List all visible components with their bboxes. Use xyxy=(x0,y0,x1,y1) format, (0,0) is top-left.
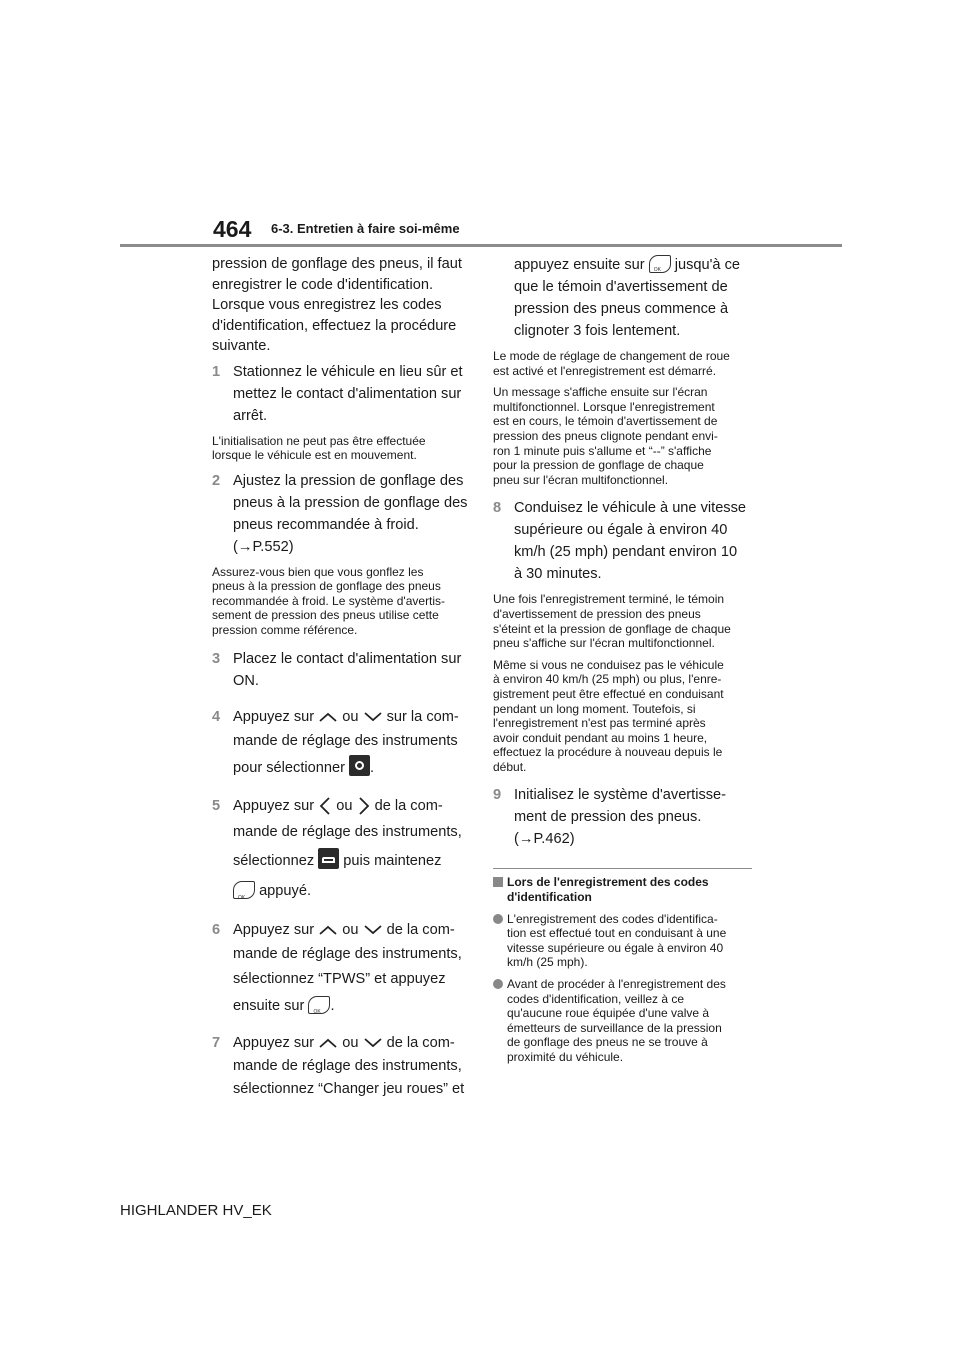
step-text: ensuite sur xyxy=(233,998,305,1015)
note-line: est activé et l'enregistrement est démarré. xyxy=(493,363,717,378)
ok-button-icon xyxy=(649,255,671,273)
step-line: mande de réglage des instruments, xyxy=(233,1057,462,1074)
step-number: 3 xyxy=(212,650,221,667)
step-text: ou xyxy=(342,921,359,938)
bullet-line: qu'aucune roue équipée d'une valve à xyxy=(507,1006,710,1021)
note-line: pression comme référence. xyxy=(212,623,358,638)
note-line: Le mode de réglage de changement de roue xyxy=(493,349,730,363)
step-3 xyxy=(212,648,468,692)
model-footer: HIGHLANDER HV_EK xyxy=(120,1202,272,1219)
step-text: pour sélectionner xyxy=(233,759,345,776)
step-line: supérieure ou égale à environ 40 xyxy=(514,522,728,539)
step-text: sur la com- xyxy=(386,708,459,725)
bullet-line: vitesse supérieure ou égale à environ 40 xyxy=(507,940,724,955)
step-text: de la com- xyxy=(386,1034,455,1051)
intro-line: pression de gonflage des pneus, il faut xyxy=(212,256,462,272)
step-line: mettez le contact d'alimentation sur xyxy=(233,385,462,402)
step-7 xyxy=(212,1032,468,1101)
step-line: Stationnez le véhicule en lieu sûr et xyxy=(233,363,463,380)
note-line: ron 1 minute puis s'allume et “--” s'affiche xyxy=(493,443,712,458)
step-text: Appuyez sur xyxy=(233,797,315,814)
step-line: sélectionnez “Changer jeu roues” et xyxy=(233,1080,465,1097)
bullet-dot-icon xyxy=(493,914,503,924)
chevron-down-icon xyxy=(363,1037,383,1049)
step-text: jusqu'à ce xyxy=(674,257,741,273)
note-line: multifonctionnel. Lorsque l'enregistrement xyxy=(493,399,715,414)
note-line: pendant un long moment. Toutefois, si xyxy=(493,701,696,716)
note-line: pneu s'affiche sur l'écran multifonctionnel. xyxy=(493,636,715,651)
note-line: l'enregistrement n'est pas terminé après xyxy=(493,716,706,731)
heading-line: Lors de l'enregistrement des codes xyxy=(507,875,709,890)
note-line: Un message s'affiche ensuite sur l'écran xyxy=(493,385,708,400)
step-number: 1 xyxy=(212,363,221,380)
step-line: Ajustez la pression de gonflage des xyxy=(233,472,464,489)
page-number: 464 xyxy=(213,216,252,242)
intro-line: d'identification, effectuez la procédure xyxy=(212,317,457,334)
bullet-line: km/h (25 mph). xyxy=(507,955,588,970)
note-line: pneus à la pression de gonflage des pneus xyxy=(212,579,441,594)
bullet-line: codes d'identification, veillez à ce xyxy=(507,991,685,1006)
step-line: à 30 minutes. xyxy=(514,566,602,583)
note-4 xyxy=(493,385,749,487)
note-line: gistrement peut être effectué en conduisant xyxy=(493,686,724,701)
bullet-line: proximité du véhicule. xyxy=(507,1050,624,1064)
bullet-line: L'enregistrement des codes d'identifica- xyxy=(507,911,718,926)
note-line: avoir conduit pendant au moins 1 heure, xyxy=(493,730,708,745)
step-line: clignoter 3 fois lentement. xyxy=(514,323,681,339)
step-text: de la com- xyxy=(374,797,443,814)
note-line: est en cours, le témoin d'avertissement de xyxy=(493,414,718,429)
chevron-up-icon xyxy=(318,1037,338,1049)
step-text: appuyez ensuite sur xyxy=(514,257,645,273)
note-line: d'avertissement de pression des pneus xyxy=(493,606,701,621)
chevron-left-icon xyxy=(318,796,332,816)
step-line: mande de réglage des instruments, xyxy=(233,824,462,841)
step-line: que le témoin d'avertissement de xyxy=(514,279,728,295)
square-marker-icon xyxy=(493,877,503,887)
chevron-down-icon xyxy=(363,711,383,723)
step-text: Appuyez sur xyxy=(233,1034,315,1051)
ok-button-icon xyxy=(308,996,330,1014)
chevron-right-icon xyxy=(357,796,371,816)
step-text: puis maintenez xyxy=(343,852,442,869)
right-column xyxy=(493,254,749,1065)
note-line: sement de pression des pneus utilise cette xyxy=(212,608,439,623)
step-line: arrêt. xyxy=(233,407,268,424)
note-2 xyxy=(212,565,468,638)
step-5 xyxy=(212,793,468,905)
page-reference-link[interactable]: (→P.552) xyxy=(233,538,294,555)
note-line: recommandée à froid. Le système d'avertis- xyxy=(212,593,446,608)
step-number: 8 xyxy=(493,500,502,517)
note-line: pression des pneus clignote pendant envi- xyxy=(493,428,718,443)
bullet-1 xyxy=(493,912,749,970)
settings-gear-icon xyxy=(349,755,370,776)
step-text: sélectionnez xyxy=(233,852,315,869)
note-line: lorsque le véhicule est en mouvement. xyxy=(212,448,417,463)
note-line: Assurez-vous bien que vous gonflez les xyxy=(212,564,424,579)
step-2 xyxy=(212,470,468,558)
step-line: pneus à la pression de gonflage des xyxy=(233,494,468,511)
step-text: ou xyxy=(342,708,359,725)
note-6 xyxy=(493,658,749,775)
step-1 xyxy=(212,361,468,427)
note-line: Même si vous ne conduisez pas le véhicule xyxy=(493,657,724,672)
bullet-line: Avant de procéder à l'enregistrement des xyxy=(507,977,726,992)
step-line: pneus recommandée à froid. xyxy=(233,516,419,533)
step-line: ON. xyxy=(233,672,259,689)
intro-line: enregistrer le code d'identification. xyxy=(212,276,434,293)
step-line: pression des pneus commence à xyxy=(514,301,729,317)
heading-line: d'identification xyxy=(507,890,592,905)
page-reference-link[interactable]: (→P.462) xyxy=(514,831,575,848)
step-line: Conduisez le véhicule à une vitesse xyxy=(514,500,747,517)
subsection-heading xyxy=(493,875,749,904)
chevron-up-icon xyxy=(318,711,338,723)
bullet-line: de gonflage des pneus ne se trouve à xyxy=(507,1035,708,1050)
bullet-line: tion est effectué tout en conduisant à une xyxy=(507,926,727,941)
step-6 xyxy=(212,918,468,1019)
step-text: Appuyez sur xyxy=(233,921,315,938)
left-column xyxy=(212,254,468,1101)
step-number: 5 xyxy=(212,797,221,814)
step-line: mande de réglage des instruments xyxy=(233,732,458,749)
step-number: 7 xyxy=(212,1034,221,1051)
step-4 xyxy=(212,705,468,780)
intro-line: suivante. xyxy=(212,338,271,354)
step-line: ment de pression des pneus. xyxy=(514,809,702,826)
intro-paragraph xyxy=(212,254,468,357)
step-text: ou xyxy=(336,797,353,814)
step-number: 2 xyxy=(212,472,221,489)
note-1 xyxy=(212,434,468,463)
step-text: Appuyez sur xyxy=(233,708,315,725)
note-line: L'initialisation ne peut pas être effectuée xyxy=(212,433,426,448)
step-line: km/h (25 mph) pendant environ 10 xyxy=(514,544,738,561)
chevron-up-icon xyxy=(318,924,338,936)
step-7-continued xyxy=(493,254,749,342)
step-number: 9 xyxy=(493,787,502,804)
note-line: à environ 40 km/h (25 mph) ou plus, l'enre- xyxy=(493,672,722,687)
note-line: s'éteint et la pression de gonflage de chaque xyxy=(493,621,731,636)
step-9 xyxy=(493,784,749,850)
step-text: . xyxy=(330,998,335,1015)
header-rule xyxy=(120,244,842,247)
step-line: sélectionnez “TPWS” et appuyez xyxy=(233,970,446,987)
note-3 xyxy=(493,349,749,378)
step-text: ou xyxy=(342,1034,359,1051)
section-title: 6-3. Entretien à faire soi-même xyxy=(271,221,460,236)
step-text: appuyé. xyxy=(259,883,311,900)
note-5 xyxy=(493,592,749,650)
intro-line: Lorsque vous enregistrez les codes xyxy=(212,297,442,313)
step-8 xyxy=(493,497,749,585)
step-text: . xyxy=(370,759,375,776)
chevron-down-icon xyxy=(363,924,383,936)
bullet-dot-icon xyxy=(493,979,503,989)
step-line: Initialisez le système d'avertisse- xyxy=(514,787,727,804)
step-text: de la com- xyxy=(386,921,455,938)
note-line: effectuez la procédure à nouveau depuis le xyxy=(493,745,723,760)
bullet-2 xyxy=(493,977,749,1065)
note-line: pour la pression de gonflage de chaque xyxy=(493,458,704,473)
note-line: pneu sur l'écran multifonctionnel. xyxy=(493,472,669,487)
note-line: début. xyxy=(493,759,527,774)
step-number: 4 xyxy=(212,708,221,725)
vehicle-settings-icon xyxy=(318,848,339,869)
ok-button-icon xyxy=(233,881,255,899)
step-line: mande de réglage des instruments, xyxy=(233,946,462,963)
note-line: Une fois l'enregistrement terminé, le témoin xyxy=(493,592,725,607)
bullet-line: émetteurs de surveillance de la pression xyxy=(507,1020,722,1035)
step-number: 6 xyxy=(212,921,221,938)
step-line: Placez le contact d'alimentation sur xyxy=(233,650,462,667)
